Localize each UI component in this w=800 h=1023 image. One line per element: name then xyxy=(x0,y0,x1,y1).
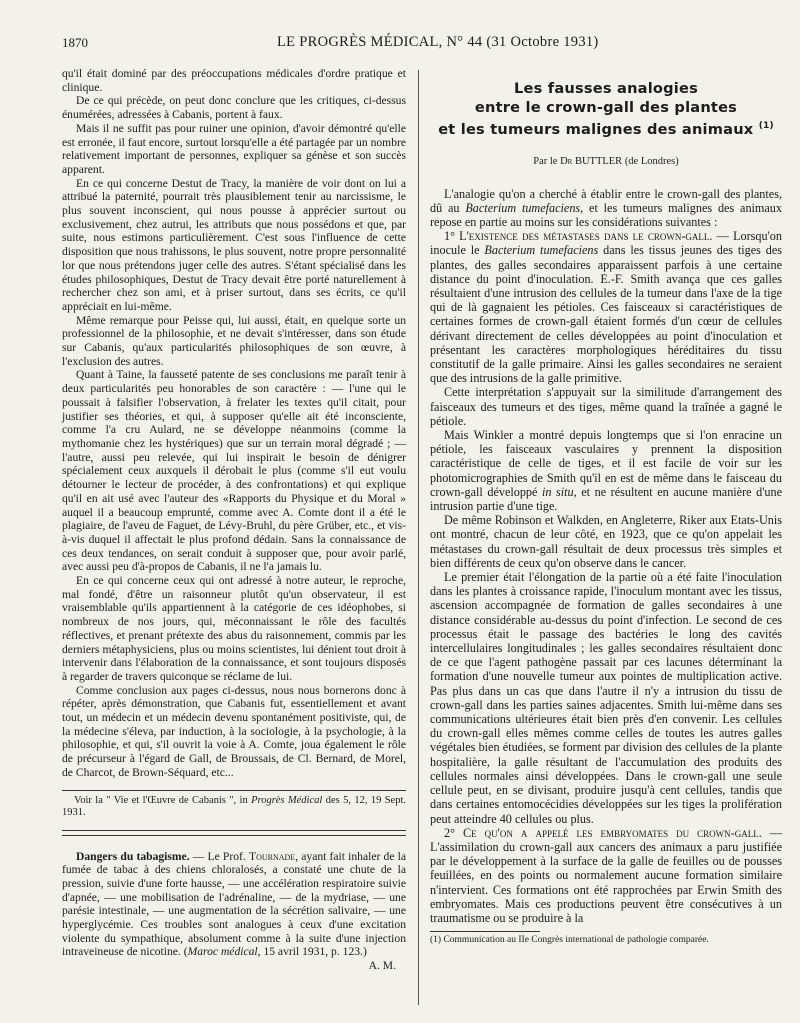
paragraph: 2° Ce qu'on a appelé les embryomates du crown-gall. — L'assimilation du crown-gall aux cancers des animaux a paru justifiée par le développement à la surface de la galle de feuilles ou de pousses feuillées, en des points ou normalement aucune formation similaire n'intervient. Ces formations ont été rapprochées par Erwin Smith des embryomates. Mais ces productions peuvent être consécutives à un traumatisme ou se produire à la xyxy=(430,825,782,925)
source-name: Maroc médical xyxy=(187,945,258,959)
section-heading: 2° Ce qu'on a appelé les embryomates du crown-gall. xyxy=(444,825,762,840)
journal-name: Progrès Médical xyxy=(251,794,323,806)
tabac-article: Dangers du tabagisme. — Le Prof. Tournade, ayant fait inhaler de la fumée de tabac à des chiens chloralosés, a constaté une chute de la pression, suivie d'une forte hausse, — une accélération respiratoire suivie d'apnée, — une mobilisation de l'adrénaline, — de la mydriase, — une parésie intestinale, — une augmentation de la sécrétion salivaire, — une hyperglycémie. Ces troubles sont analogues à ceux d'une excitation violente du sympathique, absolument comme à la suite d'une injection intraveineuse de nicotine. (Maroc médical, 15 avril 1931, p. 123.) xyxy=(62,849,407,959)
running-title: LE PROGRÈS MÉDICAL, N° 44 (31 Octobre 1931) xyxy=(277,34,599,50)
page-number: 1870 xyxy=(62,35,88,50)
article-heading: Dangers du tabagisme. xyxy=(76,849,190,863)
left-column xyxy=(62,67,406,1007)
paragraph: Quant à Taine, la fausseté patente de ses conclusions me paraît tenir à deux particularités peu honorables de son caractère : — l'une qui le poussait à falsifier l'observation, à frelater les textes qu'il citait, pour justifier ses théories, et qui, à supposer qu'elle ait été inconsciente, comme l'a cru Aulard, ne se développe néanmoins (comme la mythomanie chez les hystériques) que sur un terrain moral dégradé ; — l'autre, aussi peu relevée, qui lui inspirait le besoin de dénigrer spécialement ceux auxquels il dérobait le plus (comme s'il eut voulu détourner le lecteur de procéder, à des confrontations) et qui explique qu'il en ait usé avec l'auteur des «Rapports du Physique et du Moral » auquel il a beaucoup emprunté, comme avec A. Comte dont il a été le plagiaire, de l'aveu de Faguet, de Lévy-Bruhl, du père Grüber, etc., et vis-à-vis duquel il affectait le plus profond dédain. Sans la connaissance de ces deux tendances, on serait conduit à supposer que, pour avoir parlé, avec aussi peu d'à-propos de Cabanis, il ne l'a jamais lu. xyxy=(62,368,406,574)
footnote: (1) Communication au IIe Congrès international de pathologie comparée. xyxy=(430,935,709,946)
footnote-rule xyxy=(430,931,540,932)
paragraph: L'analogie qu'on a cherché à établir entre le crown-gall des plantes, dû au Bacterium tumefaciens, et les tumeurs malignes des animaux repose en partie au moins sur les considérations suivantes : xyxy=(430,186,782,229)
title-line: Les fausses analogies xyxy=(514,80,698,97)
article-title xyxy=(430,79,782,139)
footnote-marker: (1) xyxy=(758,121,774,131)
author-name: Dr BUTTLER xyxy=(560,155,623,167)
section-separator xyxy=(62,830,406,836)
paragraph: Mais il ne suffit pas pour ruiner une opinion, d'avoir démontré qu'elle est erronée, il faut encore, surtout lorsqu'elle a été partagée par un nombre relativement important de personnes, expliquer sa génèse et son succès apparent. xyxy=(62,121,406,176)
paragraph: De même Robinson et Walkden, en Angleterre, Riker aux Etats-Unis ont montré, chacun de leur côté, en 1923, que ce qu'on appelait les métastases du crown-gall résultait de deux processus très simples et bien différents de ceux qu'on observe dans le cancer. xyxy=(430,513,782,570)
paragraph: Le premier était l'élongation de la partie où a été faite l'inoculation dans les plantes à croissance rapide, l'inoculum montant avec les tissus, ascension accompagnée de formation de galles secondaires à une distance considérable au-dessus du point d'infection. Le second de ces processus était le passage des bactéries le long des cavités intercellulaires longitudinales ; les galles secondaires résultaient donc de ce que l'agent pathogène passait par ces lacunes déterminant la formation d'une nouvelle tumeur aux pointes de multiplication active. Pas plus dans un cas que dans l'autre il n'y a intrusion du tissu de crown-gall dans les parties saines adjacentes. Smith lui-même dans ses communications ultérieures était bien près d'en convenir. Les cellules du crown-gall elles mêmes comme celles de toutes les autres galles végétales bien étudiées, se forment par division des cellules de la plante hospitalière, la galle résultant de l'accumulation des produits des cellules normales ainsi développées. Dans le crown-gall une seule cellule peut, en se divisant, produire jusqu'à cent cellules, tandis que dans certaines entomocécidies développées sur les tiges la prolifération peut atteindre 40 cellules ou plus. xyxy=(430,570,782,826)
signature: A. M. xyxy=(368,959,396,973)
paragraph: En ce qui concerne Destut de Tracy, la manière de voir dont on lui a attribué la paternité, pourrait très plausiblement tenir au narcissisme, le plus souvent inconscient, qui nous pousse à apprécier surtout ou exclusivement, chez autrui, les attributs que nous possédons et que, par suite, nous estimons particulièrement. C'est sous l'influence de cette disposition que nous trahissons, le plus souvent, notre propre personnalité lor que nous prétendons juger celle des autres. S'étant spécialisé dans les études philosophiques, Destut de Tracy devait être porté naturellement à rechercher chez son ami, et à priser surtout, dans ses écrits, ce qu'il appréciait en lui-même. xyxy=(62,176,406,313)
bibliography-note xyxy=(62,790,406,820)
title-line: entre le crown-gall des plantes xyxy=(474,99,738,116)
right-column xyxy=(430,67,782,1012)
paragraph: Comme conclusion aux pages ci-dessus, nous nous bornerons donc à répéter, après démonstration, que Cabanis fut, essentiellement et avant tout, un médecin et un médecin devenu spontanément positiviste, qui, de la médecine s'éleva, par induction, à la sociologie, à la psychologie, à la philosophie, et qui, s'il ouvrit la voie à A. Comte, joua également le rôle de précurseur à l'égard de Gall, de Broussais, de Cl. Bernard, de Morel, de Charcot, de Brown-Séquard, etc... xyxy=(62,683,406,779)
paragraph: qu'il était dominé par des préoccupations médicales d'ordre pratique et clinique. xyxy=(62,67,406,94)
title-line: et les tumeurs malignes des animaux $^{(1)}$ xyxy=(438,120,774,138)
paragraph: Mais Winkler a montré depuis longtemps que si l'on enracine un pétiole, les faisceaux vasculaires y prennent la disposition caractéristique de celle de tiges, et il est facile de voir sur les photomicrographies de Smith qu'il en est de même dans le faisceau du crown-gall développé in situ, et ne résultent en aucune manière d'une intrusion partie d'une tige. xyxy=(430,428,783,514)
bibliography-text: Voir la " Vie et l'Œuvre de Cabanis ", in Progrès Médical des 5, 12, 19 Sept. 1931. xyxy=(62,794,406,819)
author-name: Tournade xyxy=(248,849,296,863)
page-header xyxy=(62,33,782,53)
paragraph: En ce qui concerne ceux qui ont adressé à notre auteur, le reproche, mal fondé, d'être un raisonneur plutôt qu'un observateur, il est vraisemblable qu'ils appartiennent à la catégorie de ces idéophobes, si nombreux de nos jours, qui, méconnaissant le rôle des facultés réflectives, et prenant prétexte des abus du raisonnement, commis par les derniers métaphysiciens, plus ou moins scientistes, lui dénient tout droit à intervenir dans l'élaboration de la connaissance, et sont toujours disposés à regarder de travers quiconque se réclame de lui. xyxy=(62,574,406,683)
paragraph: De ce qui précède, on peut donc conclure que les critiques, ci-dessus énumérées, adressées à Cabanis, portent à faux. xyxy=(62,94,406,122)
column-divider xyxy=(418,70,419,1005)
section-heading: 1° L'existence des métastases dans le crown-gall. xyxy=(444,229,713,244)
paragraph: Cette interprétation s'appuyait sur la similitude d'arrangement des faisceaux des tumeurs et des tiges, même quand la traînée a gagné le pétiole. xyxy=(430,385,782,428)
byline: Par le Dr BUTTLER (de Londres) xyxy=(533,155,679,167)
paragraph: 1° L'existence des métastases dans le crown-gall. — Lorsqu'on inocule le Bacterium tumefaciens dans les tissus jeunes des tiges des plantes, des galles secondaires apparaissent parfois à une certaine distance du point d'inoculation. E.-F. Smith avança que ces galles résultaient d'une intrusion des cellules de la tumeur dans l'axe de la tige qui de là gagnaient les pétioles. Ces faisceaux si caractéristiques de certaines formes de crown-gall étaient formés d'un cœur de cellules dérivant directement de celles développées au point d'inoculation et présentant les caractères morphologiques héréditaires du tissu constitutif de la galle primaire. Ainsi les galles secondaires ne seraient que des intrusions de la galle primitive. xyxy=(430,229,783,386)
article-body xyxy=(430,187,782,926)
paragraph: Même remarque pour Peisse qui, lui aussi, était, en quelque sorte un professionnel de la philosophie, et ne devait s'intéresser, dans son étude sur Cabanis, qu'aux particularités philosophiques de son œuvre, à l'exclusion des autres. xyxy=(62,313,406,368)
